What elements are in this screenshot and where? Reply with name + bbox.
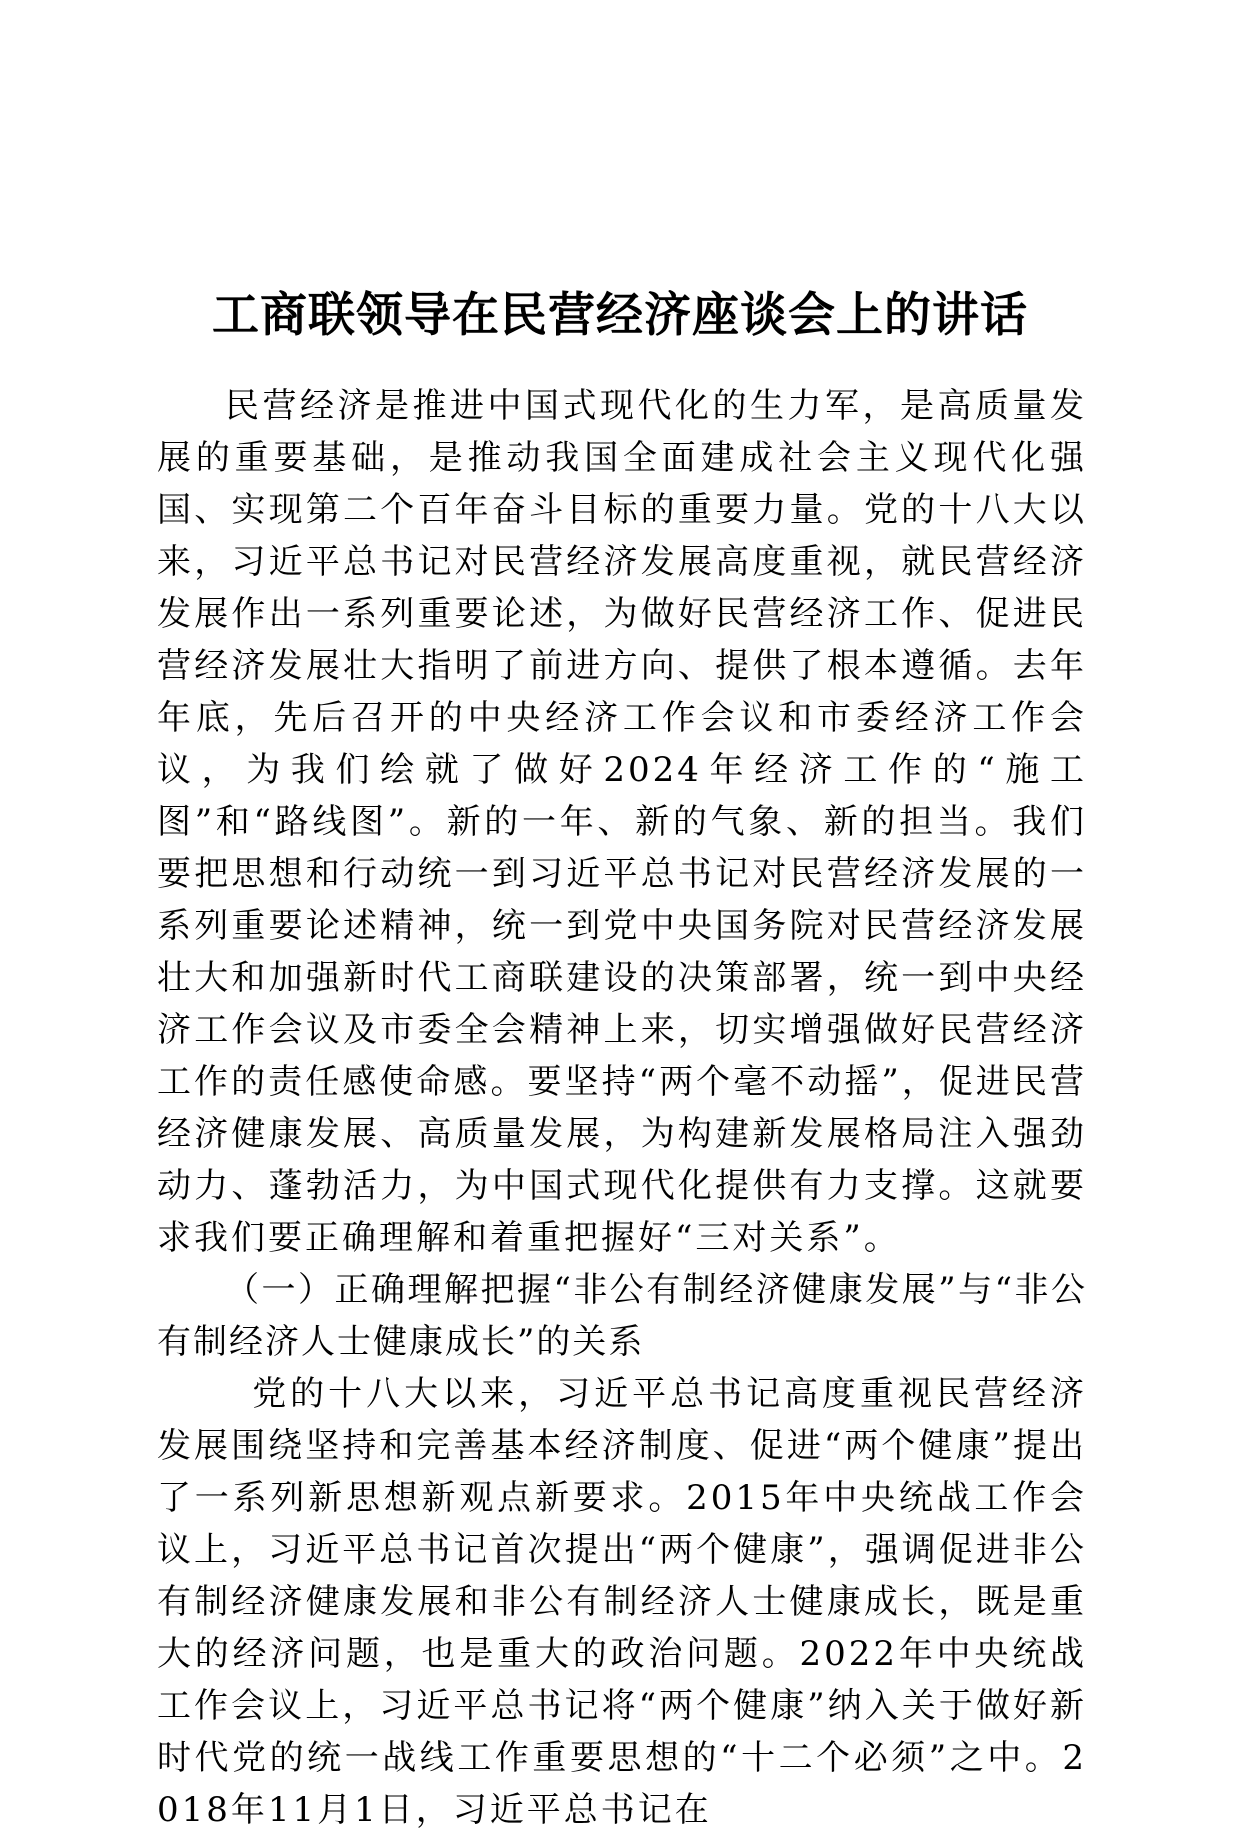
body-paragraph: 党的十八大以来，习近平总书记高度重视民营经济发展围绕坚持和完善基本经济制度、促进“两个健康”提出了一系列新思想新观点新要求。2015年中央统战工作会议上，习近平总书记首次提出“两个健康”，强调促进非公有制经济健康发展和非公有制经济人士健康成长，既是重大的经济问题，也是重大的政治问题。2022年中央统战工作会议上，习近平总书记将“两个健康”纳入关于做好新时代党的统一战线工作重要思想的“十二个必须”之中。2018年11月1日，习近平总书记在 — [157, 1374, 1087, 1830]
document-title: 工商联领导在民营经济座谈会上的讲话 — [212, 288, 1028, 344]
section-heading: （一）正确理解把握“非公有制经济健康发展”与“非公有制经济人士健康成长”的关系 — [157, 1270, 1087, 1362]
intro-paragraph: 民营经济是推进中国式现代化的生力军，是高质量发展的重要基础，是推动我国全面建成社会主义现代化强国、实现第二个百年奋斗目标的重要力量。党的十八大以来，习近平总书记对民营经济发展高度重视，就民营经济发展作出一系列重要论述，为做好民营经济工作、促进民营经济发展壮大指明了前进方向、提供了根本遵循。去年年底，先后召开的中央经济工作会议和市委经济工作会议，为我们绘就了做好2024年经济工作的“施工图”和“路线图”。新的一年、新的气象、新的担当。我们要把思想和行动统一到习近平总书记对民营经济发展的一系列重要论述精神，统一到党中央国务院对民营经济发展壮大和加强新时代工商联建设的决策部署，统一到中央经济工作会议及市委全会精神上来，切实增强做好民营经济工作的责任感使命感。要坚持“两个毫不动摇”，促进民营经济健康发展、高质量发展，为构建新发展格局注入强劲动力、蓬勃活力，为中国式现代化提供有力支撑。这就要求我们要正确理解和着重把握好“三对关系”。 — [157, 386, 1087, 1258]
document-body — [157, 380, 1087, 1836]
